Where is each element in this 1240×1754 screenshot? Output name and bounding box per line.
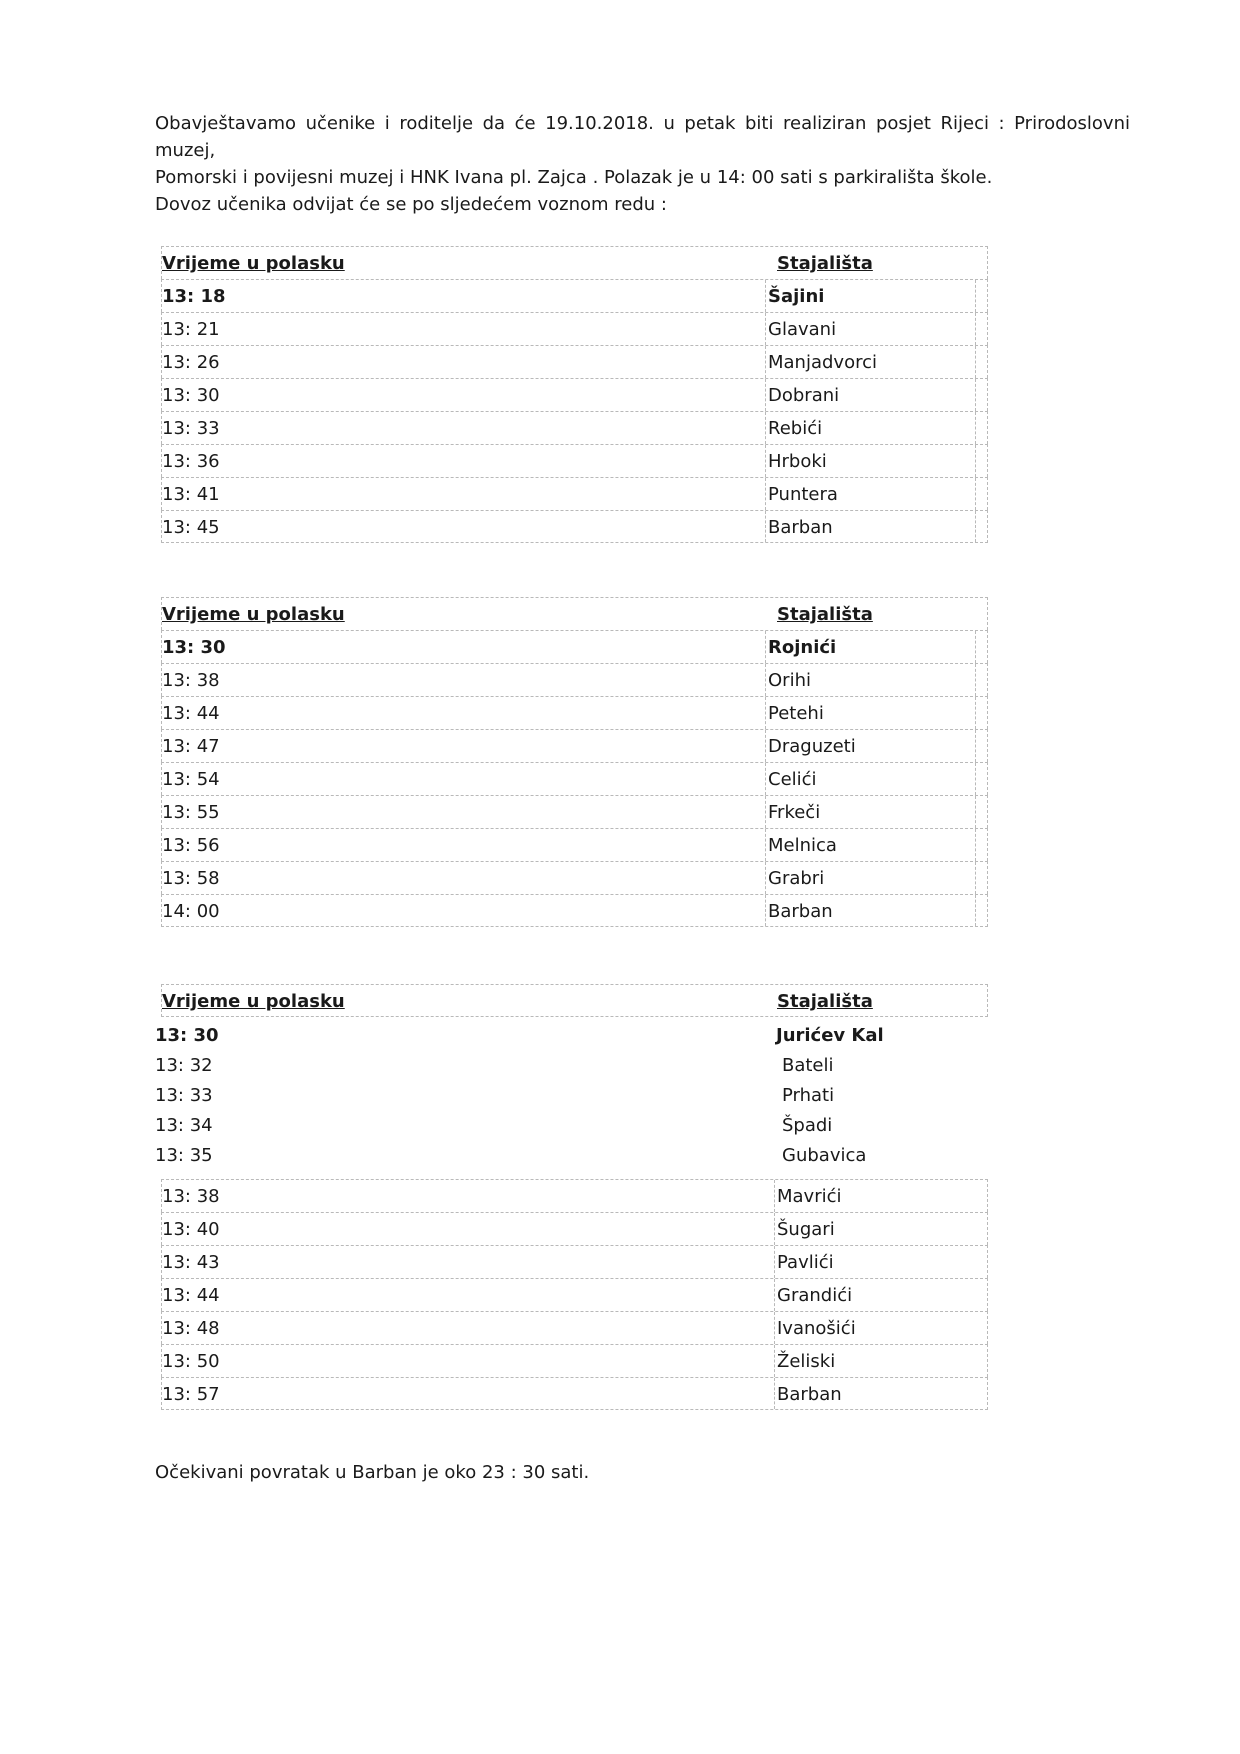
table-row: [161, 1179, 988, 1212]
stop-name: Šugari: [777, 1219, 835, 1240]
intro-line-1: Obavještavamo učenike i roditelje da će 19.10.2018. u petak biti realiziran posjet Rijeci : Prirodoslovni muzej,: [155, 113, 1130, 161]
table-row: [161, 828, 988, 861]
departure-time: 13: 48: [162, 1318, 220, 1339]
departure-time: 13: 18: [162, 286, 226, 307]
stop-name: Frkeči: [768, 802, 821, 823]
departure-time: 13: 45: [162, 517, 220, 538]
header-stop: Stajališta: [777, 991, 873, 1012]
table-row: [161, 1311, 988, 1344]
table-row: [161, 762, 988, 795]
stop-name: Želiski: [777, 1351, 836, 1372]
table-row: [161, 1278, 988, 1311]
table-row: [161, 411, 988, 444]
table-row: [161, 1212, 988, 1245]
stop-name: Bateli: [782, 1055, 834, 1076]
departure-time: 13: 30: [155, 1025, 219, 1046]
header-stop: Stajališta: [777, 253, 873, 274]
departure-time: 14: 00: [162, 901, 220, 922]
table-header: [161, 246, 988, 279]
stop-name: Gubavica: [782, 1145, 867, 1166]
stop-name: Barban: [768, 901, 833, 922]
table-row: [161, 894, 988, 927]
timetable-2: [161, 597, 988, 927]
stop-name: Draguzeti: [768, 736, 856, 757]
table-header: [161, 984, 988, 1017]
stop-name: Melnica: [768, 835, 837, 856]
header-time: Vrijeme u polasku: [162, 253, 345, 274]
list-item: [155, 1111, 1055, 1141]
table-row: [161, 1377, 988, 1410]
departure-time: 13: 21: [162, 319, 220, 340]
departure-time: 13: 35: [155, 1145, 213, 1166]
header-time: Vrijeme u polasku: [162, 604, 345, 625]
departure-time: 13: 38: [162, 1186, 220, 1207]
table-row: [161, 312, 988, 345]
stop-name: Barban: [777, 1384, 842, 1405]
stop-name: Petehi: [768, 703, 824, 724]
departure-time: 13: 43: [162, 1252, 220, 1273]
departure-time: 13: 50: [162, 1351, 220, 1372]
table-row: [161, 861, 988, 894]
stop-name: Rebići: [768, 418, 823, 439]
timetable-1: [161, 246, 988, 543]
departure-time: 13: 34: [155, 1115, 213, 1136]
timetable-3-header: [161, 984, 988, 1017]
table-row: [161, 729, 988, 762]
departure-time: 13: 32: [155, 1055, 213, 1076]
intro-paragraph: [155, 110, 1130, 218]
departure-time: 13: 33: [162, 418, 220, 439]
timetable-3-free-rows: [155, 1021, 1055, 1171]
stop-name: Pavlići: [777, 1252, 834, 1273]
list-item: [155, 1081, 1055, 1111]
stop-name: Prhati: [782, 1085, 835, 1106]
table-row: [161, 663, 988, 696]
stop-name: Orihi: [768, 670, 811, 691]
stop-name: Dobrani: [768, 385, 840, 406]
departure-time: 13: 56: [162, 835, 220, 856]
table-row: [161, 630, 988, 663]
departure-time: 13: 33: [155, 1085, 213, 1106]
departure-time: 13: 44: [162, 1285, 220, 1306]
departure-time: 13: 58: [162, 868, 220, 889]
departure-time: 13: 44: [162, 703, 220, 724]
departure-time: 13: 36: [162, 451, 220, 472]
table-row: [161, 510, 988, 543]
intro-line-3: Dovoz učenika odvijat će se po sljedećem voznom redu :: [155, 194, 667, 215]
stop-name: Grabri: [768, 868, 825, 889]
stop-name: Špadi: [782, 1115, 833, 1136]
stop-name: Celići: [768, 769, 817, 790]
table-row: [161, 477, 988, 510]
departure-time: 13: 55: [162, 802, 220, 823]
departure-time: 13: 40: [162, 1219, 220, 1240]
departure-time: 13: 41: [162, 484, 220, 505]
timetable-3: [161, 1179, 988, 1410]
header-stop: Stajališta: [777, 604, 873, 625]
stop-name: Ivanošići: [777, 1318, 856, 1339]
departure-time: 13: 57: [162, 1384, 220, 1405]
departure-time: 13: 26: [162, 352, 220, 373]
table-row: [161, 795, 988, 828]
table-row: [161, 279, 988, 312]
list-item: [155, 1051, 1055, 1081]
table-row: [161, 345, 988, 378]
table-row: [161, 444, 988, 477]
stop-name: Jurićev Kal: [776, 1025, 884, 1046]
stop-name: Hrboki: [768, 451, 827, 472]
table-row: [161, 378, 988, 411]
table-header: [161, 597, 988, 630]
departure-time: 13: 38: [162, 670, 220, 691]
departure-time: 13: 30: [162, 385, 220, 406]
table-row: [161, 1344, 988, 1377]
departure-time: 13: 30: [162, 637, 226, 658]
header-time: Vrijeme u polasku: [162, 991, 345, 1012]
stop-name: Mavrići: [777, 1186, 842, 1207]
departure-time: 13: 54: [162, 769, 220, 790]
table-row: [161, 696, 988, 729]
list-item: [155, 1021, 1055, 1051]
intro-line-2: Pomorski i povijesni muzej i HNK Ivana pl. Zajca . Polazak je u 14: 00 sati s parkirališta škole.: [155, 167, 993, 188]
stop-name: Manjadvorci: [768, 352, 877, 373]
departure-time: 13: 47: [162, 736, 220, 757]
stop-name: Grandići: [777, 1285, 853, 1306]
stop-name: Barban: [768, 517, 833, 538]
stop-name: Glavani: [768, 319, 837, 340]
stop-name: Rojnići: [768, 637, 837, 658]
list-item: [155, 1141, 1055, 1171]
return-note: Očekivani povratak u Barban je oko 23 : 30 sati.: [155, 1462, 590, 1483]
table-row: [161, 1245, 988, 1278]
stop-name: Šajini: [768, 286, 825, 307]
stop-name: Puntera: [768, 484, 838, 505]
